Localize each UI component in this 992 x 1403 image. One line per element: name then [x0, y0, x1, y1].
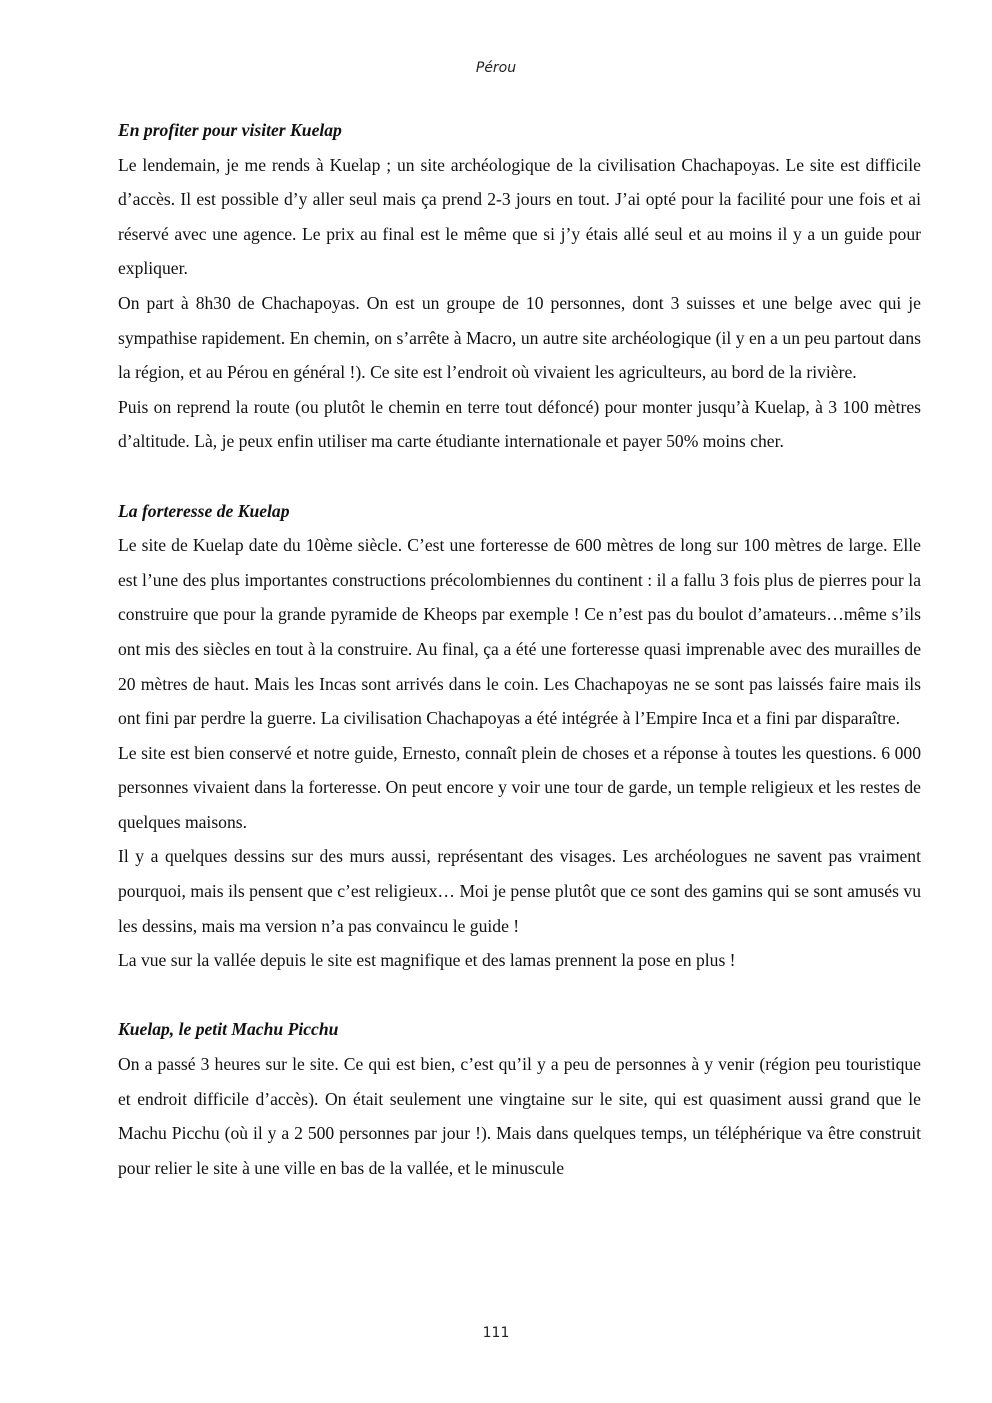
paragraph: La vue sur la vallée depuis le site est magnifique et des lamas prennent la pose en plus !	[118, 950, 736, 971]
section-petit-machu-picchu	[118, 1012, 921, 1185]
paragraph: Le lendemain, je me rends à Kuelap ; un site archéologique de la civilisation Chachapoyas. Le site est difficile d’accès. Il est possible d’y aller seul mais ça prend 2-3 jours en tout. J’ai opté pour la facilité pour une fois et ai réservé avec une agence. Le prix au final est le même que si j’y étais allé seul et au moins il y a un guide pour expliquer.	[118, 154, 921, 279]
paragraph: Le site est bien conservé et notre guide, Ernesto, connaît plein de choses et a réponse à toutes les questions. 6 000 personnes vivaient dans la forteresse. On peut encore y voir une tour de garde, un temple religieux et les restes de quelques maisons.	[118, 742, 921, 832]
section-spacer	[118, 459, 921, 494]
section-title: Kuelap, le petit Machu Picchu	[118, 1019, 339, 1040]
paragraph: Puis on reprend la route (ou plutôt le chemin en terre tout défoncé) pour monter jusqu’à Kuelap, à 3 100 mètres d’altitude. Là, je peux enfin utiliser ma carte étudiante internationale et payer 50% moins cher.	[118, 396, 921, 452]
section-title: La forteresse de Kuelap	[118, 500, 290, 521]
section-visiter-kuelap	[118, 113, 921, 459]
paragraph: On part à 8h30 de Chachapoyas. On est un groupe de 10 personnes, dont 3 suisses et une belge avec qui je sympathise rapidement. En chemin, on s’arrête à Macro, un autre site archéologique (il y en a un peu partout dans la région, et au Pérou en général !). Ce site est l’endroit où vivaient les agriculteurs, au bord de la rivière.	[118, 292, 921, 383]
paragraph: Il y a quelques dessins sur des murs aussi, représentant des visages. Les archéologues ne savent pas vraiment pourquoi, mais ils pensent que c’est religieux… Moi je pense plutôt que ce sont des gamins qui se sont amusés vu les dessins, mais ma version n’a pas convaincu le guide !	[118, 846, 921, 936]
page-number: 111	[482, 1325, 510, 1341]
section-forteresse	[118, 494, 921, 978]
running-header: Pérou	[475, 60, 517, 76]
section-title: En profiter pour visiter Kuelap	[118, 120, 342, 140]
section-spacer	[118, 978, 921, 1013]
page-content	[118, 113, 921, 1185]
paragraph: Le site de Kuelap date du 10ème siècle. C’est une forteresse de 600 mètres de long sur 100 mètres de large. Elle est l’une des plus importantes constructions précolombiennes du continent : il a fallu 3 fois plus de pierres pour la construire que pour la grande pyramide de Kheops par exemple ! Ce n’est pas du boulot d’amateurs…même s’ils ont mis des siècles en tout à la construire. Au final, ça a été une forteresse quasi imprenable avec des murailles de 20 mètres de haut. Mais les Incas sont arrivés dans le coin. Les Chachapoyas ne se sont pas laissés faire mais ils ont fini par perdre la guerre. La civilisation Chachapoyas a été intégrée à l’Empire Inca et a fini par disparaître.	[118, 535, 921, 729]
paragraph: On a passé 3 heures sur le site. Ce qui est bien, c’est qu’il y a peu de personnes à y venir (région peu touristique et endroit difficile d’accès). On était seulement une vingtaine sur le site, qui est quasiment aussi grand que le Machu Picchu (où il y a 2 500 personnes par jour !). Mais dans quelques temps, un téléphérique va être construit pour relier le site à une ville en bas de la vallée, et le minuscule	[118, 1054, 921, 1178]
